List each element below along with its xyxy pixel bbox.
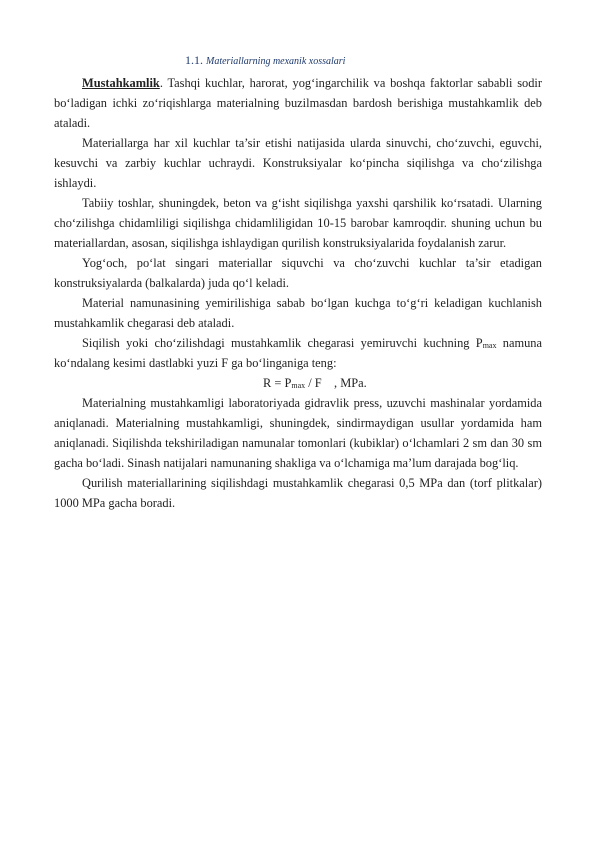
paragraph-strength-range: Qurilish materiallarining siqilishdagi mustahkamlik chegarasi 0,5 MPa dan (torf plitkalar) 1000 MPa gacha boradi.	[54, 476, 542, 510]
paragraph-wood-steel: Yog‘och, po‘lat singari materiallar siquvchi va cho‘zuvchi kuchlar ta’sir etadigan konstruksiyalarda (balkalarda) juda qo‘l keladi.	[54, 256, 542, 290]
paragraph-force-types: Materiallarga har xil kuchlar ta’sir etishi natijasida ularda sinuvchi, cho‘zuvchi, eguvchi, kesuvchi va zarbiy kuchlar uchraydi. Konstruksiyalar ko‘pincha siqilishga va cho‘zilishga ishlaydi.	[54, 136, 542, 190]
section-title: Materiallarning mexanik xossalari	[206, 56, 346, 67]
term-mustahkamlik: Mustahkamlik	[82, 76, 160, 90]
paragraph-compression-tension	[54, 333, 542, 373]
formula-strength	[54, 373, 542, 393]
paragraph-lab-testing: Materialning mustahkamligi laboratoriyada gidravlik press, uzuvchi mashinalar yordamida aniqlanadi. Materialning mustahkamligi, shuningdek, sindirmaydigan usullar yordamida ham aniqlanadi. Siqilishda tekshiriladigan namunalar tomonlari (kubiklar) o‘lchamlari 2 sm dan 30 sm gacha bo‘ladi. Sinash natijalari namunaning shakliga va o‘lchamiga ma’lum darajada bog‘liq.	[54, 396, 542, 470]
formula-lhs: R = P	[263, 376, 292, 390]
section-heading	[185, 51, 345, 69]
section-number: 1.1.	[185, 53, 203, 67]
formula-subscript: max	[291, 381, 306, 390]
subscript-max: max	[482, 341, 497, 350]
body-text	[54, 73, 542, 513]
formula-rhs: / F , MPa.	[305, 376, 367, 390]
paragraph-stone-concrete: Tabiiy toshlar, shuningdek, beton va g‘isht siqilishga yaxshi qarshilik ko‘rsatadi. Ularning cho‘zilishga chidamliligi siqilishga chidamliligidan 10-15 barobar kamroqdir. shuning uchun bu materiallardan, asosan, siqilishga ishlaydigan qurilish konstruksiyalarida foydalanish zarur.	[54, 196, 542, 250]
paragraph-strength-definition	[54, 73, 542, 133]
paragraph-text: namuna ko‘ndalang kesimi dastlabki yuzi F ga bo‘linganiga teng:	[54, 336, 543, 370]
paragraph-strength-limit: Material namunasining yemirilishiga sabab bo‘lgan kuchga to‘g‘ri keladigan kuchlanish mustahkamlik chegarasi deb ataladi.	[54, 296, 542, 330]
paragraph-text: Siqilish yoki cho‘zilishdagi mustahkamlik chegarasi yemiruvchi kuchning P	[82, 336, 483, 350]
paragraph-text: . Tashqi kuchlar, harorat, yog‘ingarchilik va boshqa faktorlar sababli sodir bo‘ladigan ichki zo‘riqishlarga materialning buzilmasdan bardosh berishiga mustahkamlik deb ataladi.	[54, 76, 542, 130]
